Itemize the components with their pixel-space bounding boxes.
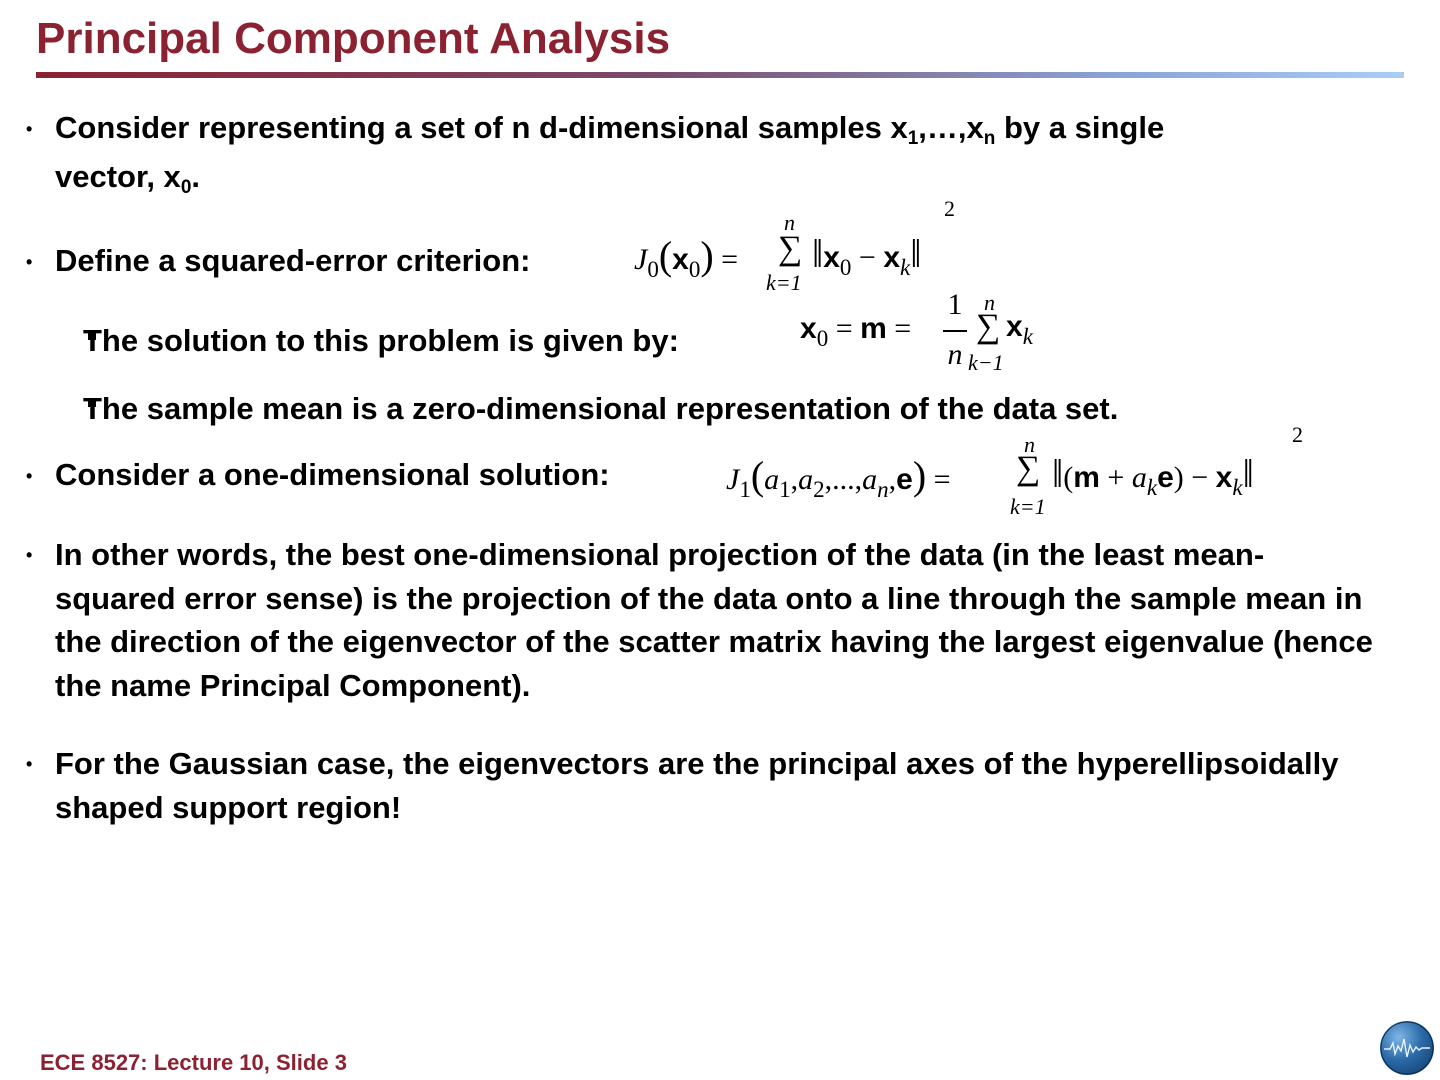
equation-sample-mean: $x_0 = m$ = 1 n n ∑ k−1 $x_k$ xyxy=(800,288,1033,375)
bullet-marker: • xyxy=(26,119,33,139)
bullet-1-text-a: Consider representing a set of n d-dimensional samples x xyxy=(55,110,908,145)
equation-criterion-j0: $J_0(x_0)$ = n ∑ k=1 $‖x_0$ − $x_k‖$ 2 xyxy=(634,196,955,295)
equation-one-dim-j1: $J_1(a_1,a_2,...,a_n,e)$ = n ∑ k=1 ‖(m + $a_ke$) − $x_k‖$ 2 xyxy=(726,422,1303,519)
sub-bullet-2-text: The sample mean is a zero-dimensional representation of the data set. xyxy=(83,391,1119,426)
bullet-marker: • xyxy=(26,252,33,272)
slide-title: Principal Component Analysis xyxy=(36,14,671,63)
fraction-bar xyxy=(943,330,967,332)
bullet-1-text-b: ,…,x xyxy=(918,110,984,145)
title-underline xyxy=(36,72,1404,78)
bullet-marker: • xyxy=(26,466,33,486)
bullet-1-sub-n: n xyxy=(983,128,996,149)
bullet-2-text: Define a squared-error criterion: xyxy=(55,243,531,278)
bullet-1-line-1 xyxy=(55,110,1165,149)
bullet-1-sub-0: 0 xyxy=(180,177,192,198)
bullet-marker: • xyxy=(26,545,33,565)
globe-logo-icon xyxy=(1380,1021,1434,1075)
bullet-1-text-e: . xyxy=(191,159,201,194)
bullet-marker: • xyxy=(26,754,33,774)
slide-footer: ECE 8527: Lecture 10, Slide 3 xyxy=(40,1050,347,1075)
bullet-5-text: For the Gaussian case, the eigenvectors are the principal axes of the hyperellipsoidally shaped support region! xyxy=(55,746,1339,825)
bullet-4-text: In other words, the best one-dimensional projection of the data (in the least mean-squared error sense) is the projection of the data onto a line through the sample mean in the direction of the eigenvector of the scatter matrix having the largest eigenvalue (hence the name Principal Component). xyxy=(55,537,1373,703)
bullet-1-sub-1: 1 xyxy=(907,128,919,149)
bullet-1-line-2 xyxy=(55,159,201,198)
bullet-1-text-c: by a single xyxy=(995,110,1165,145)
sub-bullet-1-text: The solution to this problem is given by: xyxy=(83,323,679,358)
bullet-3-text: Consider a one-dimensional solution: xyxy=(55,457,610,492)
bullet-1-text-d: vector, x xyxy=(55,159,181,194)
